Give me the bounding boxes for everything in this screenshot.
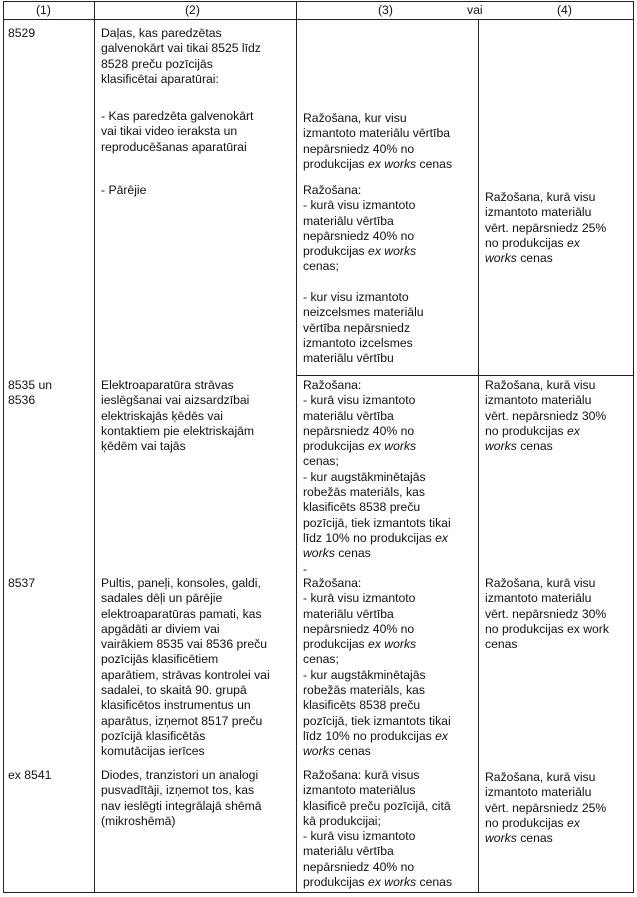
row-8535-code: 8535 un 8536 bbox=[8, 378, 53, 408]
row-ex8541-code: ex 8541 bbox=[8, 768, 52, 782]
header-col-2: (2) bbox=[185, 3, 200, 17]
header-col-1: (1) bbox=[36, 3, 51, 17]
column-border-3 bbox=[478, 19, 479, 893]
row-8537-alt-rule: Ražošana, kurā visu izmantoto materiālu vērt. nepārsniedz 30% no produkcijas ex work cenas bbox=[485, 576, 609, 652]
header-col-4: (4) bbox=[557, 3, 572, 17]
row-divider-8529 bbox=[296, 375, 634, 376]
row-8529-sub2-rule: Ražošana: - kurā visu izmantoto materiālu vērtība nepārsniedz 40% no produkcijas ex works cenas; - kur visu izmantoto neizcelsmes materiālu vērtība nepārsniedz izmantoto izcelsmes materiālu vērtību bbox=[303, 183, 424, 366]
row-8537-rule: Ražošana: - kurā visu izmantoto materiālu vērtība nepārsniedz 40% no produkcijas ex works cenas; - kur augstākminētajās robežās materiāls, kas klasificēts 8538 preču pozīcijā, tiek izmantots tikai līdz 10% no produkcijas ex works cenas bbox=[303, 576, 451, 759]
column-border-right bbox=[633, 1, 634, 893]
row-8535-rule: Ražošana: - kurā visu izmantoto materiālu vērtība nepārsniedz 40% no produkcijas ex works cenas; - kur augstākminētajās robežās materiāls, kas klasificēts 8538 preču pozīcijā, tiek izmantots tikai līdz 10% no produkcijas ex works cenas - bbox=[303, 378, 451, 576]
table-bottom-border bbox=[3, 892, 634, 893]
row-8529-sub2-alt-rule: Ražošana, kurā visu izmantoto materiālu vērt. nepārsniedz 25% no produkcijas ex works cenas bbox=[485, 190, 607, 266]
row-ex8541-description: Diodes, tranzistori un analogi pusvadītāji, izņemot tos, kas nav ieslēgti integrālajā shēmā (mikroshēmā) bbox=[101, 768, 262, 828]
row-ex8541-alt-rule: Ražošana, kurā visu izmantoto materiālu vērt. nepārsniedz 25% no produkcijas ex works cenas bbox=[485, 770, 607, 846]
column-border-left bbox=[3, 1, 4, 893]
row-8537-code: 8537 bbox=[8, 576, 36, 590]
header-bottom-border bbox=[3, 19, 634, 20]
column-border-2 bbox=[296, 1, 297, 893]
row-8529-sub2-description: - Pārējie bbox=[101, 183, 147, 197]
row-8529-sub1-rule: Ražošana, kur visu izmantoto materiālu vērtība nepārsniedz 40% no produkcijas ex works cenas bbox=[303, 111, 453, 171]
header-col-3: (3) bbox=[378, 3, 393, 17]
column-border-1 bbox=[94, 1, 95, 893]
header-vai: vai bbox=[467, 3, 483, 17]
row-ex8541-rule: Ražošana: kurā visus izmantoto materiālus klasificē preču pozīcijā, citā kā produkcijai; - kurā visu izmantoto materiālu vērtība nepārsniedz 40% no produkcijas ex works cenas bbox=[303, 768, 453, 890]
row-8529-code: 8529 bbox=[8, 26, 36, 40]
row-8535-description: Elektroaparatūra strāvas ieslēgšanai vai aizsardzībai elektriskajās ķēdēs vai kontaktiem pie elektriskajām ķēdēm vai tajās bbox=[101, 378, 255, 454]
row-8529-sub1-description: - Kas paredzēta galvenokārt vai tikai video ieraksta un reproducēšanas aparatūrai bbox=[101, 109, 254, 154]
table-top-border bbox=[3, 1, 634, 2]
row-8537-description: Pultis, paneļi, konsoles, galdi, sadales dēļi un pārējie elektroaparatūras pamati, kas apgādāti ar diviem vai vairākiem 8535 vai 8536 preču pozīcijās klasificētiem aparātiem, strāvas kontrolei vai sadalei, to skaitā 90. grupā klasificētos instrumentus un aparātus, izņemot 8517 preču pozīcijā klasificētās komutācijas ierīces bbox=[101, 576, 270, 759]
row-8535-alt-rule: Ražošana, kurā visu izmantoto materiālu vērt. nepārsniedz 30% no produkcijas ex works cenas bbox=[485, 378, 607, 454]
row-8529-description: Daļas, kas paredzētas galvenokārt vai tikai 8525 līdz 8528 preču pozīcijās klasificētai aparatūrai: bbox=[101, 26, 261, 86]
